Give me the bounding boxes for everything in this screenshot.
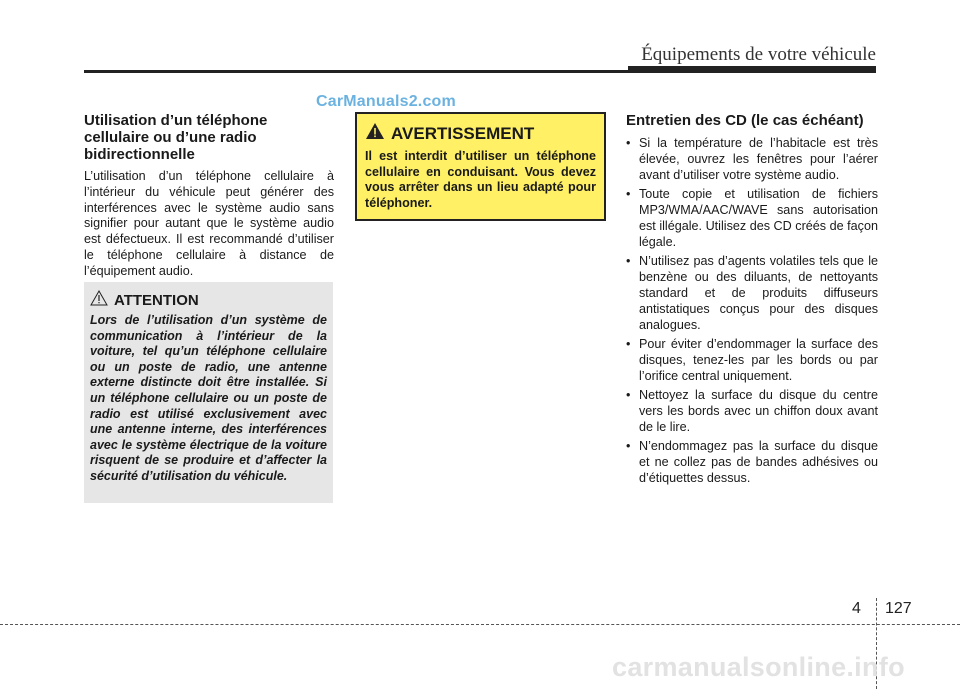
bullet-icon: • <box>626 187 631 201</box>
list-item <box>626 336 878 384</box>
attention-box <box>84 282 333 503</box>
attention-title: ATTENTION <box>114 292 199 309</box>
bullet-icon: • <box>626 388 631 402</box>
warning-title: AVERTISSEMENT <box>391 123 535 143</box>
attention-header <box>90 290 327 311</box>
section-heading-phone: Utilisation d’un téléphone cellulaire ou d’une radio bidirectionnelle <box>84 112 268 163</box>
list-item-text: Si la température de l’habitacle est très élevée, ouvrez les fenêtres pour l’aérer avant d’utiliser votre système audio. <box>639 136 878 182</box>
warning-box <box>355 112 606 221</box>
caution-triangle-icon <box>90 290 108 311</box>
warning-text: Il est interdit d’utiliser un téléphone cellulaire en conduisant. Vous devez vous arrêter dans un lieu adapté pour téléphoner. <box>365 149 596 210</box>
section-heading-cd-care: Entretien des CD (le cas échéant) <box>626 112 864 129</box>
cd-care-list <box>626 135 878 486</box>
list-item <box>626 387 878 435</box>
bullet-icon: • <box>626 337 631 351</box>
list-item-text: Toute copie et utilisation de fichiers MP3/WMA/AAC/WAVE sans autorisation est illégale. Utilisez des CD créés de façon légale. <box>639 187 878 249</box>
bullet-icon: • <box>626 136 631 150</box>
attention-text: Lors de l’utilisation d’un système de communication à l’intérieur de la voiture, tel qu’un téléphone cellulaire ou un poste de radio, une antenne externe distincte doit être installée. Si un téléphone cellulaire ou un poste de radio est utilisé exclusivement avec une antenne interne, des interférences avec le système électrique de la voiture risquent de se produire et d’affecter la sécurité d’utilisation du véhicule. <box>90 313 327 483</box>
list-item <box>626 438 878 486</box>
left-column <box>84 112 334 280</box>
page-number: 127 <box>885 600 912 617</box>
list-item-text: N’utilisez pas d’agents volatiles tels que le benzène ou des diluants, de nettoyants standard et de produits diffuseurs antistatiques conçus pour des disques analogues. <box>639 254 878 332</box>
watermark-bottom: carmanualsonline.info <box>612 652 905 682</box>
watermark-top: CarManuals2.com <box>316 93 456 110</box>
bullet-icon: • <box>626 254 631 268</box>
footer-rule <box>0 624 960 625</box>
list-item <box>626 186 878 250</box>
list-item <box>626 135 878 183</box>
list-item <box>626 253 878 333</box>
section-paragraph-phone: L’utilisation d’un téléphone cellulaire à l’intérieur du véhicule peut générer des interférences avec le système audio sans signifier pour autant que le système audio est défectueux. Il est recommandé d’utiliser le téléphone cellulaire à distance de l’équipement audio. <box>84 169 334 278</box>
list-item-text: Nettoyez la surface du disque du centre vers les bords avec un chiffon doux avant de le lire. <box>639 388 878 434</box>
warning-triangle-icon <box>365 122 385 145</box>
list-item-text: N’endommagez pas la surface du disque et ne collez pas de bandes adhésives ou d’étiquettes dessus. <box>639 439 878 485</box>
chapter-number: 4 <box>852 600 861 617</box>
chapter-title: Équipements de votre véhicule <box>641 44 876 65</box>
list-item-text: Pour éviter d’endommager la surface des disques, tenez-les par les bords ou par l’orifice central uniquement. <box>639 337 878 383</box>
warning-header <box>365 122 596 145</box>
header-rule <box>84 70 876 73</box>
bullet-icon: • <box>626 439 631 453</box>
right-column <box>626 112 878 489</box>
